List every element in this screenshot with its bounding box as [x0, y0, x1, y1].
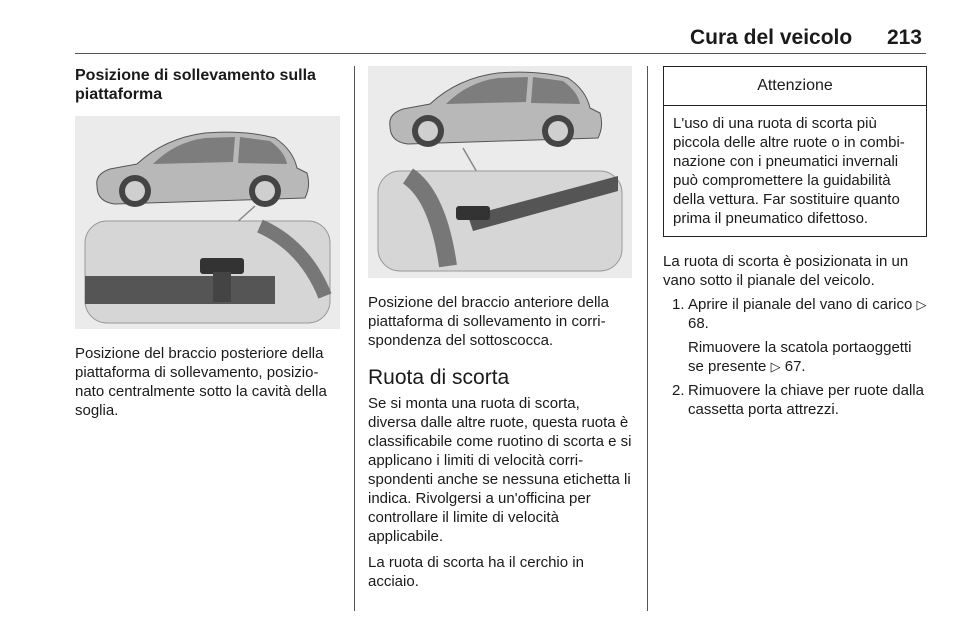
column-1: [75, 66, 340, 104]
figure-caption: Posizione del braccio posteriore della piattaforma di sollevamento, posizionato centralmente sotto la cavità della soglia.: [75, 345, 327, 419]
step-number: 1.: [672, 296, 685, 313]
step-text: Aprire il pianale del vano di carico: [688, 296, 913, 313]
step-number: 2.: [672, 382, 685, 399]
section-title: Ruota di scorta: [368, 366, 510, 389]
section-heading: Posizione di sollevamento sulla piattaforma: [75, 67, 316, 103]
page-reference[interactable]: 67.: [784, 358, 806, 375]
warning-body: L'uso di una ruota di scorta più piccola delle altre ruote o in combinazione con i pneumatici invernali può compromettere la guidabilità della vettura. Far sostituire quanto prima il pneumatico difettoso.: [673, 115, 905, 227]
body-paragraph: La ruota di scorta è posizionata in un vano sotto il pianale del veicolo.: [663, 253, 909, 289]
body-paragraph: Se si monta una ruota di scorta, diversa dalle altre ruote, questa ruota è classificabile come ruotino di scorta e si applicano i limiti di velocità corrispondenti anche se nessuna etichetta li indica. Rivolgersi a un'officina per controllare il limite di velocità applicabile.: [368, 395, 632, 545]
page-reference-arrow-icon: ▷: [770, 359, 781, 374]
column-3: [663, 66, 928, 419]
page-number: 213: [886, 26, 922, 49]
step-subtext: Rimuovere la scatola portaoggetti se presente: [688, 339, 912, 375]
rear-lift-point-illustration: [75, 116, 340, 329]
column-2: [368, 293, 632, 591]
step-text: Rimuovere la chiave per ruote dalla cassetta porta attrezzi.: [688, 382, 924, 418]
figure-caption: Posizione del braccio anteriore della piattaforma di sollevamento in corrispondenza del sottoscocca.: [368, 294, 609, 349]
front-lift-point-illustration: [368, 66, 632, 278]
warning-title: Attenzione: [664, 67, 926, 106]
page-reference[interactable]: 68.: [688, 315, 709, 332]
warning-box: [663, 66, 927, 237]
page-reference-arrow-icon: ▷: [916, 297, 927, 312]
header-divider: [75, 53, 926, 54]
page-header-title: Cura del veicolo: [690, 26, 853, 49]
body-paragraph: La ruota di scorta ha il cerchio in acciaio.: [368, 554, 584, 590]
steps-list: [663, 295, 928, 419]
list-item: [663, 295, 928, 376]
column-1-caption-block: [75, 344, 340, 420]
list-item: [663, 381, 928, 419]
column-divider: [354, 66, 355, 611]
column-divider: [647, 66, 648, 611]
